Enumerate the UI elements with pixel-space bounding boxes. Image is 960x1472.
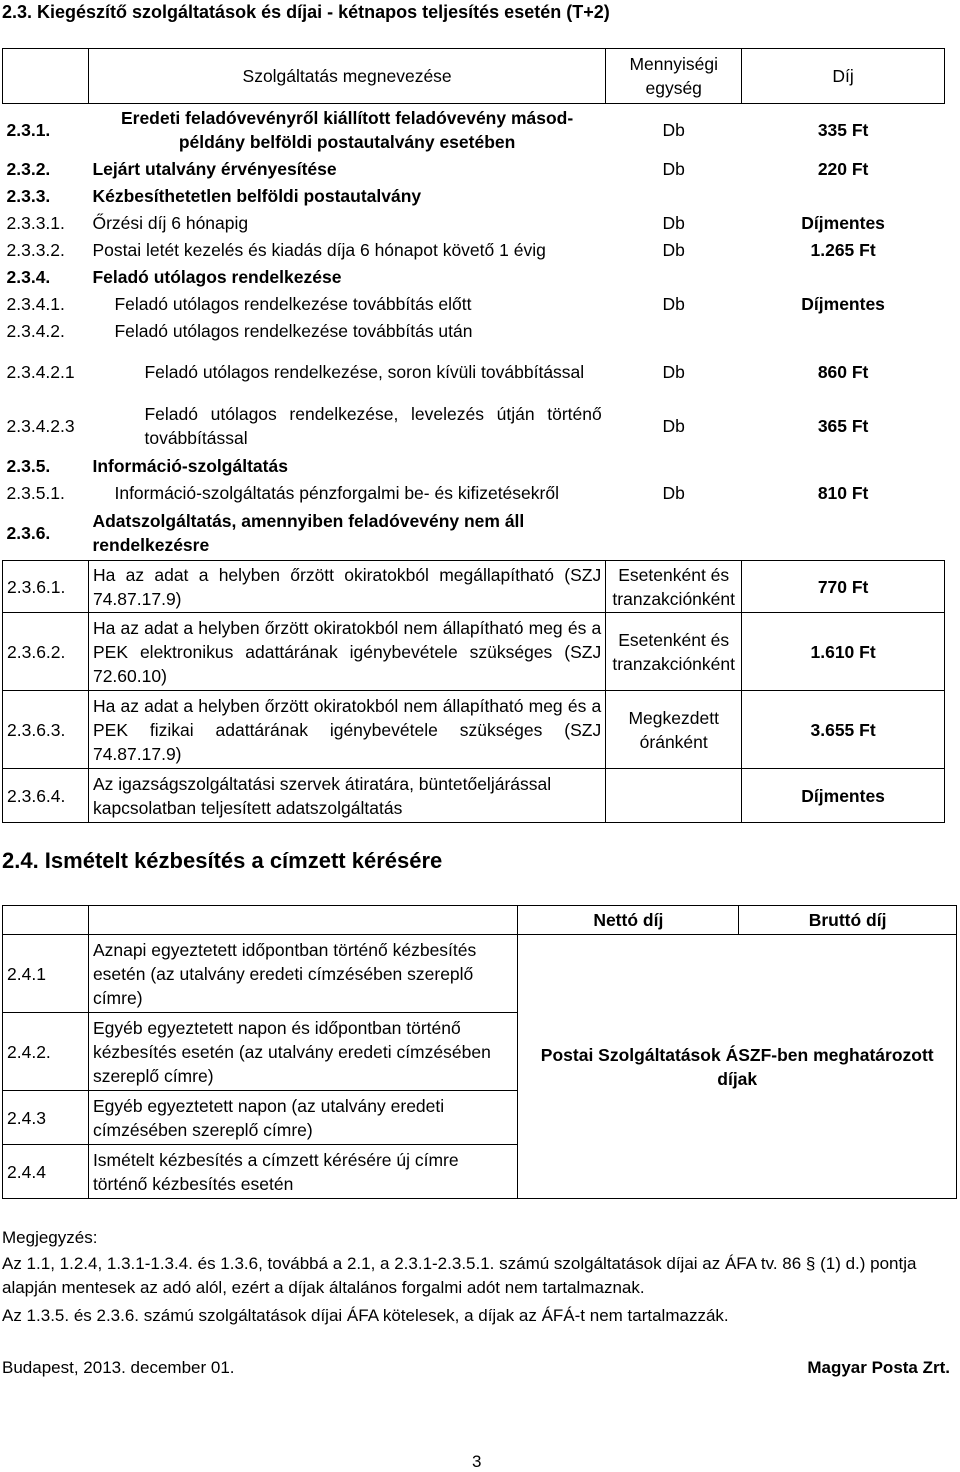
table-row: 2.3.5. Információ-szolgáltatás bbox=[6, 456, 288, 476]
notes-line1: Az 1.1, 1.2.4, 1.3.1-1.3.4. és 1.3.6, továbbá a 2.1, a 2.3.1-2.3.5.1. számú szolgáltatások díjai az ÁFA tv. 86 § (1) d.) pontja alapján mentesek az adó alól, ezért a díjak általános forgalmi adót nem tartalmaznak. bbox=[2, 1254, 917, 1297]
place-date: Budapest, 2013. december 01. bbox=[2, 1358, 235, 1377]
notes-line2: Az 1.3.5. és 2.3.6. számú szolgáltatások díjai ÁFA kötelesek, a díjak az ÁFÁ-t nem tartalmazzák. bbox=[2, 1306, 729, 1325]
table-row: 2.3.2. Lejárt utalvány érvényesítése Db 220 Ft bbox=[6, 159, 869, 179]
section-title: 2.3. Kiegészítő szolgáltatások és díjai - kétnapos teljesítés esetén (T+2) bbox=[2, 2, 610, 22]
header-name: Szolgáltatás megnevezése bbox=[88, 49, 605, 104]
table-row: 2.3.6. Adatszolgáltatás, amennyiben feladóvevény nem áll rendelkezésre bbox=[6, 511, 525, 556]
table-row: 2.4.1 Aznapi egyeztetett időpontban történő kézbesítés esetén (az utalvány eredeti címzésében szereplő címre) Postai Szolgáltatások ÁSZF-ben meghatározott díjak bbox=[3, 935, 957, 1013]
table-row: 2.3.4. Feladó utólagos rendelkezése bbox=[6, 267, 342, 287]
table-row: 2.3.6.2. Ha az adat a helyben őrzött okiratokból nem állapítható meg és a PEK elektronikus adattárának igénybevétele szükséges (SZJ 72.60.10) Esetenként és tranzakciónként 1.610 Ft bbox=[3, 613, 945, 691]
table-row: 2.4.4 Ismételt kézbesítés a címzett kérésére új címre történő kézbesítés esetén bbox=[3, 1145, 957, 1199]
table-row: 2.3.4.2.1 Feladó utólagos rendelkezése, soron kívüli továbbítással Db 860 Ft bbox=[6, 361, 869, 382]
table-row: 2.3.3. Kézbesíthetetlen belföldi postautalvány bbox=[6, 186, 422, 206]
table-row: 2.3.1. Eredeti feladóvevényről kiállított feladóvevény másod-példány belföldi postautalvány esetében Db 335 Ft bbox=[6, 107, 869, 152]
table-row: 2.3.5.1. Információ-szolgáltatás pénzforgalmi be- és kifizetésekről Db 810 Ft bbox=[6, 483, 869, 503]
header-net: Nettó díj bbox=[518, 906, 739, 935]
header-unit: Mennyiségi egység bbox=[606, 49, 742, 104]
table-row: 2.3.3.2. Postai letét kezelés és kiadás díja 6 hónapot követő 1 évig Db 1.265 Ft bbox=[6, 240, 876, 260]
section2-title: 2.4. Ismételt kézbesítés a címzett kérésére bbox=[2, 848, 443, 873]
header-fee: Díj bbox=[742, 49, 945, 104]
table-row: 2.3.6.1. Ha az adat a helyben őrzött okiratokból megállapítható (SZJ 74.87.17.9) Esetenként és tranzakciónként 770 Ft bbox=[3, 561, 945, 613]
page-number: 3 bbox=[472, 1452, 482, 1471]
table-row: 2.3.4.1. Feladó utólagos rendelkezése továbbítás előtt Db Díjmentes bbox=[6, 294, 885, 314]
services-table bbox=[2, 48, 945, 823]
table-row: 2.3.3.1. Őrzési díj 6 hónapig Db Díjmentes bbox=[6, 213, 885, 233]
table-row: 2.3.4.2. Feladó utólagos rendelkezése továbbítás után bbox=[6, 321, 473, 341]
company-name: Magyar Posta Zrt. bbox=[807, 1358, 950, 1377]
table-row: 2.3.6.4. Az igazságszolgáltatási szervek átiratára, büntetőeljárással kapcsolatban teljesített adatszolgáltatás Díjmentes bbox=[3, 769, 945, 823]
table-row: 2.3.6.3. Ha az adat a helyben őrzött okiratokból nem állapítható meg és a PEK fizikai adattárának igénybevétele szükséges (SZJ 74.87.17.9) Megkezdett óránként 3.655 Ft bbox=[3, 691, 945, 769]
table-row: 2.4.3 Egyéb egyeztetett napon (az utalvány eredeti címzésében szereplő címre) bbox=[3, 1091, 957, 1145]
table-row: 2.4.2. Egyéb egyeztetett napon és időpontban történő kézbesítés esetén (az utalvány eredeti címzésében szereplő címre) bbox=[3, 1013, 957, 1091]
table-row: 2.3.4.2.3 Feladó utólagos rendelkezése, levelezés útján történő továbbítással Db 365 Ft bbox=[6, 403, 869, 448]
header-gross: Bruttó díj bbox=[739, 906, 957, 935]
redelivery-table bbox=[2, 905, 957, 1199]
notes-heading: Megjegyzés: bbox=[2, 1228, 98, 1247]
merged-fee: Postai Szolgáltatások ÁSZF-ben meghatározott díjak bbox=[518, 935, 957, 1199]
